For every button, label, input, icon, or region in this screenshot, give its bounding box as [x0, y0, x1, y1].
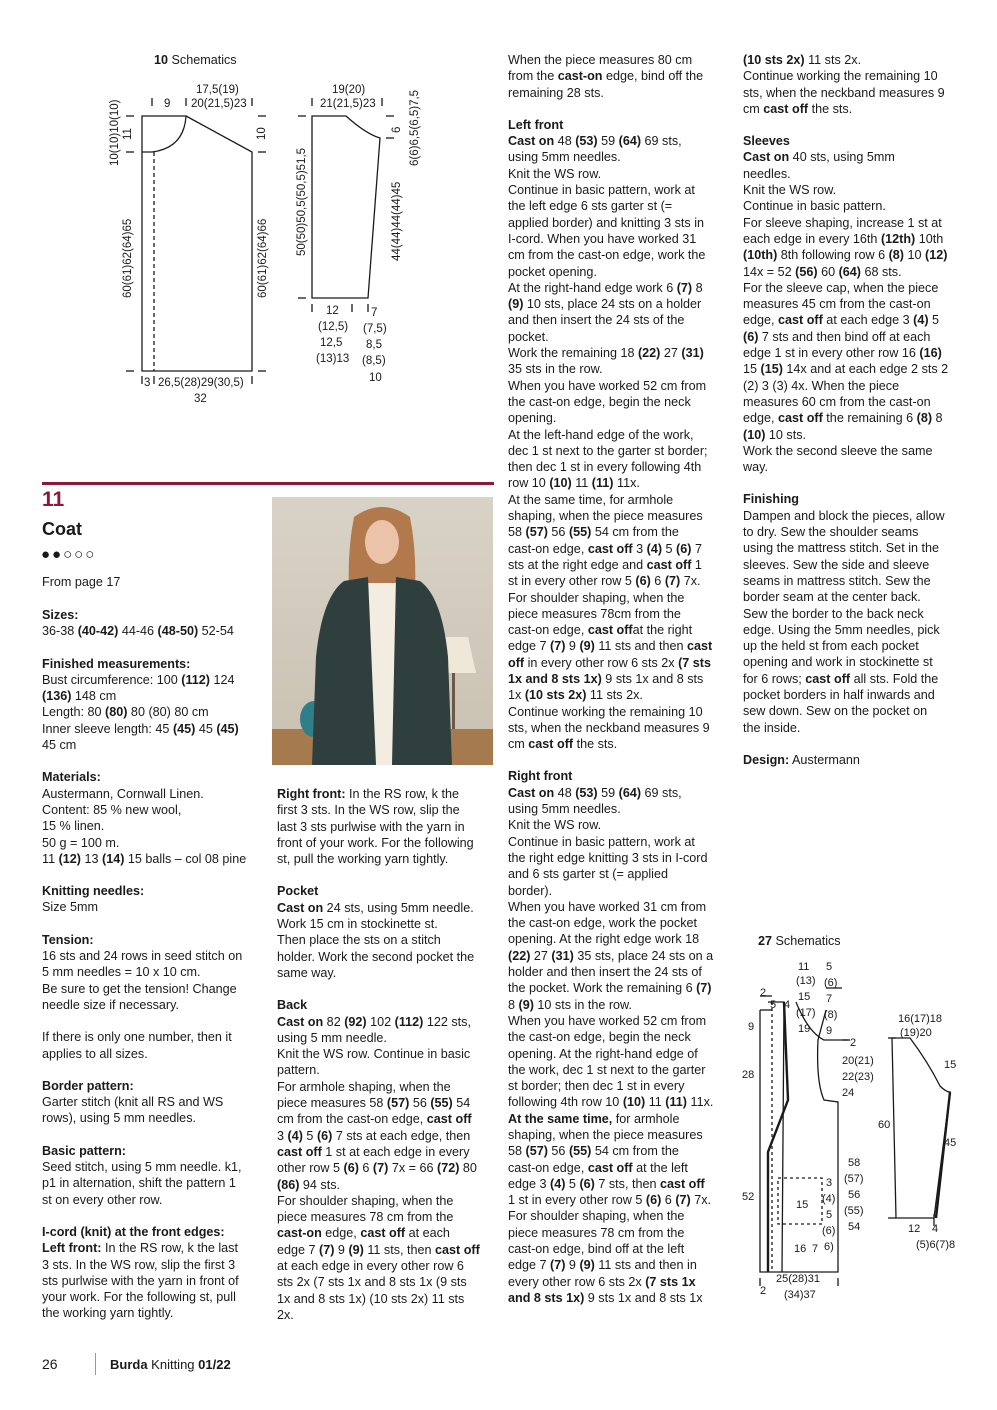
dim-top-width: 17,5(19): [196, 84, 239, 96]
svg-text:2: 2: [760, 1285, 767, 1297]
footer-divider: [95, 1353, 96, 1375]
dim-neck: 9: [164, 98, 171, 110]
svg-text:22(23): 22(23): [842, 1071, 874, 1083]
sleeve-bottom-b1: (7,5): [363, 323, 387, 335]
svg-text:4: 4: [932, 1223, 939, 1235]
svg-text:5: 5: [770, 999, 777, 1011]
sleeve-bottom-a0: 12: [326, 305, 339, 317]
svg-text:2: 2: [850, 1037, 857, 1049]
sleeve-bottom-b0: 7: [371, 307, 378, 319]
column-2: Right front: In the RS row, k the first 3 sts. In the WS row, slip the last 3 sts purlwise with the yarn in front of your work. For the following st, pull the working yarn tightly. Pocket Cast on 24 sts, using 5mm needle. Work 15 cm in stockinette st. Then place the sts on a stitch holder. Work the second pocket the same way. Back Cast on 82 (92) 102 (112) 122 sts, using 5 mm needle. Knit the WS row. Continue in basic pattern. For armhole shaping, when the piece measures 58 (57) 56 (55) 54 cm from the cast-on edge, cast off 3 (4) 5 (6) 7 sts at each edge, then cast off 1 st at each edge in every other row 5 (6) 6 (7) 7x = 66 (72) 80 (86) 94 sts. For shoulder shaping, when the piece measures 78 cm from the cast-on edge, cast off at each edge 7 (7) 9 (9) 11 sts, then cast off at each edge in every other row 6 sts 2x (7 sts 1x and 8 sts 1x (9 sts 1x and 8 sts 1x) (10 sts 2x) 11 sts 2x.: [277, 787, 480, 1322]
svg-text:15: 15: [796, 1199, 809, 1211]
sleeve-top1: 19(20): [332, 84, 366, 96]
svg-text:12: 12: [908, 1223, 921, 1235]
svg-text:(6): (6): [824, 977, 838, 989]
svg-text:9: 9: [826, 1025, 833, 1037]
pattern-title: Coat: [42, 519, 82, 539]
dim-shoulder: 20(21,5)23: [191, 98, 247, 110]
dim-left-long: 60(61)62(64)65: [122, 218, 134, 298]
dim-left-top: 10(10)10(10): [109, 99, 121, 166]
svg-text:5: 5: [826, 1209, 833, 1221]
sleeve-right-len: 44(44)44(44)45: [391, 181, 403, 261]
svg-text:16(17)18: 16(17)18: [898, 1013, 943, 1025]
svg-text:(55): (55): [844, 1205, 864, 1217]
section-rule: [42, 482, 494, 485]
svg-text:19: 19: [798, 1023, 811, 1035]
sleeve-top2: 21(21,5)23: [320, 98, 376, 110]
footer-magazine: Burda Knitting 01/22: [110, 1357, 231, 1372]
svg-text:15: 15: [798, 991, 811, 1003]
column-3: When the piece measures 80 cm from the cast-on edge, bind off the remaining 28 sts. Left front Cast on 48 (53) 59 (64) 69 sts, using 5mm needles. Knit the WS row. Continue in basic pattern, work at the left edge 6 sts garter st (= applied border) and knitting 3 sts in I-cord. When you have worked 31 cm from the cast-on edge, work the pocket opening. At the right-hand edge work 6 (7) 8 (9) 10 sts, place 24 sts on a holder and then insert the 24 sts of the pocket. Work the remaining 18 (22) 27 (31) 35 sts in the row. When you have worked 52 cm from the cast-on edge, begin the neck opening. At the left-hand edge of the work, dec 1 st next to the garter st border; then dec 1 st in every following 4th row 10 (10) 11 (11) 11x. At the same time, for armhole shaping, when the piece measures 58 (57) 56 (55) 54 cm from the cast-on edge, cast off 3 (4) 5 (6) 7 sts at the right edge and cast off 1 st in every other row 5 (6) 6 (7) 7x. For shoulder shaping, when the piece measures 78cm from the cast-on edge, cast offat the right edge 7 (7) 9 (9) 11 sts and then cast off in every other row 6 sts 2x (7 sts 1x and 8 sts 1x) 9 sts 1x and 8 sts 1x (10 sts 2x) 11 sts 2x. Continue working the remaining 10 sts, when the neckband measures 9 cm cast off the sts. Right front Cast on 48 (53) 59 (64) 69 sts, using 5mm needles. Knit the WS row. Continue in basic pattern, work at the right edge knitting 3 sts in I-cord and 6 sts garter st (= applied border). When you have worked 31 cm from the cast-on edge, work the pocket opening. At the right edge work 18 (22) 27 (31) 35 sts, place 24 sts on a holder and then insert the 24 sts of the pocket. Work the remaining 6 (7) 8 (9) 10 sts in the row. When you have worked 52 cm from the cast-on edge, begin the neck opening. At the right-hand edge of the work, dec 1 st next to the garter st border; then dec 1 st in every following 4th row 10 (10) 11 (11) 11x. At the same time, for armhole shaping, when the piece measures 58 (57) 56 (55) 54 cm from the cast-on edge, cast off at the left edge 3 (4) 5 (6) 7 sts, then cast off 1 st in every other row 5 (6) 6 (7) 7x. For shoulder shaping, when the piece measures 78 cm from the cast-on edge, bind off at the left edge 7 (7) 9 (9) 11 sts and then in every other row 6 sts 2x (7 sts 1x and 8 sts 1x) 9 sts 1x and 8 sts 1x: [508, 53, 714, 1305]
svg-text:24: 24: [842, 1087, 855, 1099]
dim-bottom-width: 26,5(28)29(30,5): [158, 377, 244, 389]
svg-text:25(28)31: 25(28)31: [776, 1273, 821, 1285]
column-1: Sizes: 36-38 (40-42) 44-46 (48-50) 52-54 Finished measurements: Bust circumference: 100 (112) 124 (136) 148 cm Length: 80 (80) 80 (80) 80 cm Inner sleeve length: 45 (45) 45 (45) 45 cm Materials: Austermann, Cornwall Linen. Content: 85 % new wool, 15 % linen. 50 g = 100 m. 11 (12) 13 (14) 15 balls – col 08 pine Knitting needles: Size 5mm Tension: 16 sts and 24 rows in seed stitch on 5 mm needles = 10 x 10 cm. Be sure to get the tension! Change needle size if necessary. If there is only one number, then it applies to all sizes. Border pattern: Garter stitch (knit all RS and WS rows), using 5 mm needles. Basic pattern: Seed stitch, using 5 mm needle. k1, p1 in alternation, shift the pattern 1 st on every other row. I-cord (knit) at the front edges: Left front: In the RS row, k the last 3 sts. In the WS row, slip the first 3 sts purlwise with the yarn in front of your work. For the following st, pull the working yarn tightly.: [42, 608, 247, 1321]
svg-text:(34)37: (34)37: [784, 1289, 816, 1301]
svg-text:56: 56: [848, 1189, 861, 1201]
svg-text:5: 5: [826, 961, 833, 973]
svg-text:9: 9: [748, 1021, 755, 1033]
dim-right-top: 10: [256, 127, 268, 140]
svg-text:20(21): 20(21): [842, 1055, 874, 1067]
svg-text:60: 60: [878, 1119, 891, 1131]
svg-text:58: 58: [848, 1157, 861, 1169]
svg-text:(19)20: (19)20: [900, 1027, 932, 1039]
model-photo: [272, 497, 493, 765]
page-number: 26: [42, 1356, 58, 1372]
svg-text:54: 54: [848, 1221, 861, 1233]
sleeve-bottom-a1: (12,5): [318, 321, 349, 333]
dim-bottom-total: 32: [194, 393, 207, 405]
schematic-27-drawing: [738, 952, 966, 1312]
svg-text:45: 45: [944, 1137, 957, 1149]
sleeve-bottom-b2: 8,5: [366, 339, 382, 351]
sleeve-right-cap2: 6(6)6,5(6,5)7,5: [409, 89, 421, 166]
dim-right-long: 60(61)62(64)66: [257, 218, 269, 298]
svg-text:15: 15: [944, 1059, 957, 1071]
schematic-10-drawing: [100, 76, 430, 416]
sleeve-bottom-b4: 10: [369, 372, 382, 384]
svg-text:16: 16: [794, 1243, 807, 1255]
svg-text:28: 28: [742, 1069, 755, 1081]
coat-sleeve-outline: [892, 1038, 950, 1218]
schematic-27-title: 27 Schematics: [758, 934, 841, 948]
pattern-number: 11: [42, 488, 65, 511]
sleeve-bottom-a2: 12,5: [320, 337, 343, 349]
svg-text:(17): (17): [796, 1007, 816, 1019]
svg-text:11: 11: [798, 961, 810, 973]
svg-text:(8): (8): [824, 1009, 838, 1021]
svg-text:(4): (4): [822, 1193, 836, 1205]
svg-text:7: 7: [826, 993, 833, 1005]
difficulty-rating: ●●○○○: [41, 546, 97, 563]
from-page: From page 17: [42, 575, 121, 589]
svg-text:6): 6): [824, 1241, 834, 1253]
svg-text:52: 52: [742, 1191, 755, 1203]
sleeve-right-cap: 6: [391, 126, 403, 133]
sleeve-outline: [312, 116, 380, 298]
body-outline: [142, 116, 252, 371]
svg-text:(6): (6): [822, 1225, 836, 1237]
svg-text:(5)6(7)8: (5)6(7)8: [916, 1239, 956, 1251]
column-4: (10 sts 2x) 11 sts 2x. Continue working the remaining 10 sts, when the neckband measures 9 cm cast off the sts. Sleeves Cast on 40 sts, using 5mm needles. Knit the WS row. Continue in basic pattern. For sleeve shaping, increase 1 st at each edge in every 16th (12th) 10th (10th) 8th following row 6 (8) 10 (12) 14x = 52 (56) 60 (64) 68 sts. For the sleeve cap, when the piece measures 45 cm from the cast-on edge, cast off at each edge 3 (4) 5 (6) 7 sts and then bind off at each edge 1 st in every other row 16 (16) 15 (15) 14x and at each edge 2 sts 2 (2) 3 (3) 4x. When the piece measures 60 cm from the cast-on edge, cast off the remaining 6 (8) 8 (10) 10 sts. Work the second sleeve the same way. Finishing Dampen and block the pieces, allow to dry. Sew the shoulder seams using the mattress stitch. Set in the sleeves. Sew the side and sleeve seams in mattress stitch. Sew the border seam at the center back. Sew the border to the back neck edge. Using the 5mm needles, pick up the held st from each pocket opening and work in stockinette st for 6 rows; cast off all sts. Fold the pocket borders in half inwards and sew down. Sew on the pocket on the inside. Design: Austermann: [743, 53, 949, 767]
sleeve-bottom-a3: (13)13: [316, 353, 350, 365]
sleeve-bottom-b3: (8,5): [362, 355, 386, 367]
svg-text:(13): (13): [796, 975, 816, 987]
svg-text:3: 3: [826, 1177, 833, 1189]
svg-text:(57): (57): [844, 1173, 864, 1185]
sleeve-left-len: 50(50)50,5(50,5)51,5: [296, 147, 308, 256]
dim-bottom-small: 3: [144, 377, 151, 389]
svg-text:4: 4: [784, 999, 791, 1011]
svg-text:2: 2: [760, 987, 767, 999]
dim-left-top2: 11: [122, 128, 134, 140]
schematic-10-title: 10 Schematics: [154, 53, 237, 67]
svg-text:7: 7: [812, 1243, 819, 1255]
